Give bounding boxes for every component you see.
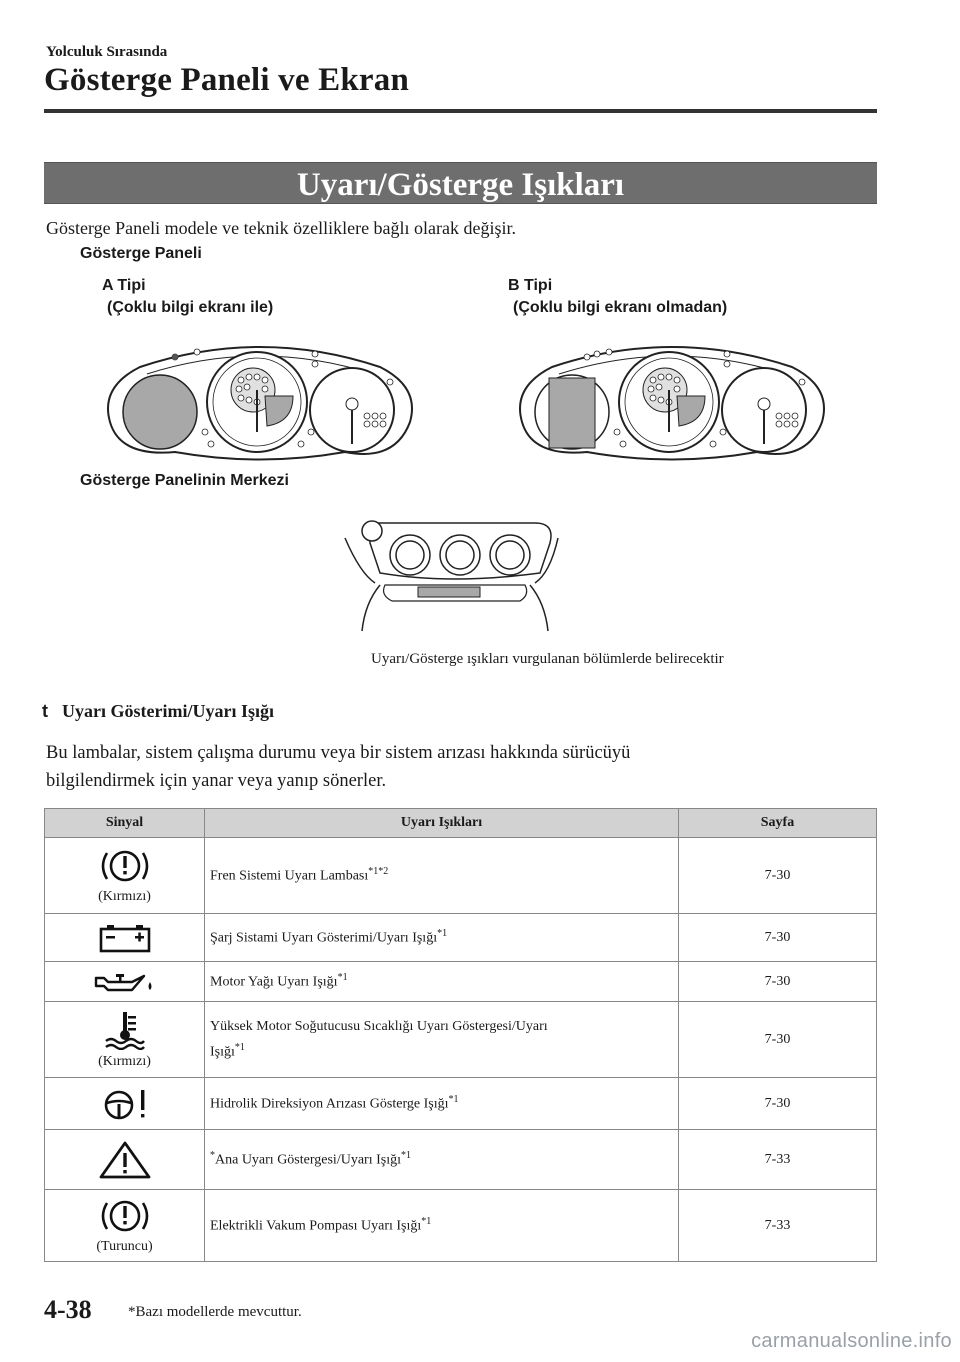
signal-color-note: (Kırmızı) [98,888,151,904]
light-footnote-ref: * [210,1150,215,1162]
power-steering-icon [97,1087,153,1121]
light-name: Ana Uyarı Göstergesi/Uyarı Işığı [215,1152,401,1168]
page-ref: 7-30 [679,838,877,914]
light-name: Motor Yağı Uyarı Işığı [210,974,338,990]
page-ref: 7-30 [679,1078,877,1130]
signal-color-note: (Kırmızı) [98,1053,151,1069]
page-ref: 7-30 [679,1002,877,1078]
header-lights: Uyarı Işıkları [205,809,679,838]
page-ref: 7-33 [679,1190,877,1262]
page-ref: 7-30 [679,914,877,962]
cluster-type-b-illustration [517,332,827,472]
page-number: 4-38 [44,1295,92,1324]
cluster-type-a-illustration [105,332,415,472]
figure-type-a-label: A Tipi [102,277,146,294]
table-row [45,1002,877,1078]
master-warning-icon [97,1139,153,1181]
light-footnote-ref: *1 [400,1150,411,1162]
subsection-heading [42,701,274,722]
figure-type-b-label: B Tipi [508,277,553,294]
oil-pressure-icon [92,970,158,994]
light-footnote-ref: *1*2 [368,866,389,878]
header-signal: Sinyal [45,809,205,838]
body-line: bilgilendirmek için yanar veya yanıp sönerler. [46,771,387,791]
light-footnote-ref: *1 [234,1042,245,1054]
figure-panel-label: Gösterge Paneli [80,245,202,262]
figure-caption: Uyarı/Gösterge ışıkları vurgulanan bölümlerde belirecektir [371,651,724,667]
light-name: Şarj Sistami Uyarı Gösterimi/Uyarı Işığı [210,930,438,946]
body-line: Bu lambalar, sistem çalışma durumu veya bir sistem arızası hakkında sürücüyü [46,743,631,763]
page-ref: 7-30 [679,962,877,1002]
center-console-illustration [340,513,570,633]
table-header-row [45,809,877,838]
subsection-body [46,739,866,795]
battery-charge-icon [97,923,153,953]
signal-color-note: (Turuncu) [96,1238,153,1254]
light-name: Yüksek Motor Soğutucusu Sıcaklığı Uyarı Göstergesi/Uyarı [210,1019,548,1035]
subsection-bullet: t [42,701,48,721]
intro-text: Gösterge Paneli modele ve teknik özelliklere bağlı olarak değişir. [46,218,517,238]
light-footnote-ref: *1 [337,972,348,984]
figure-type-b-sub: (Çoklu bilgi ekranı olmadan) [513,299,728,316]
page-title: Gösterge Paneli ve Ekran [44,62,409,98]
chapter-label: Yolculuk Sırasında [46,44,168,60]
light-footnote-ref: *1 [421,1216,432,1228]
light-footnote-ref: *1 [448,1094,459,1106]
figure-center-label: Gösterge Panelinin Merkezi [80,472,289,489]
warning-lights-table [44,808,877,1262]
light-footnote-ref: *1 [437,928,448,940]
table-row [45,838,877,914]
light-name-cont: Işığı [210,1044,235,1060]
table-row [45,962,877,1002]
title-divider [44,109,877,113]
light-name: Hidrolik Direksiyon Arızası Gösterge Işığı [210,1096,449,1112]
brake-warning-icon [97,847,153,885]
table-row [45,1190,877,1262]
light-name: Elektrikli Vakum Pompası Uyarı Işığı [210,1218,422,1234]
coolant-temp-icon [103,1010,147,1050]
light-name: Fren Sistemi Uyarı Lambası [210,868,369,884]
subsection-title: Uyarı Gösterimi/Uyarı Işığı [62,701,274,721]
page-ref: 7-33 [679,1130,877,1190]
figure-type-a-sub: (Çoklu bilgi ekranı ile) [107,299,274,316]
watermark: carmanualsonline.info [751,1330,952,1352]
section-banner: Uyarı/Gösterge Işıkları [44,162,877,204]
footnote: *Bazı modellerde mevcuttur. [128,1304,302,1320]
vacuum-pump-warning-icon [97,1197,153,1235]
table-row [45,914,877,962]
table-row [45,1078,877,1130]
table-row [45,1130,877,1190]
header-page: Sayfa [679,809,877,838]
